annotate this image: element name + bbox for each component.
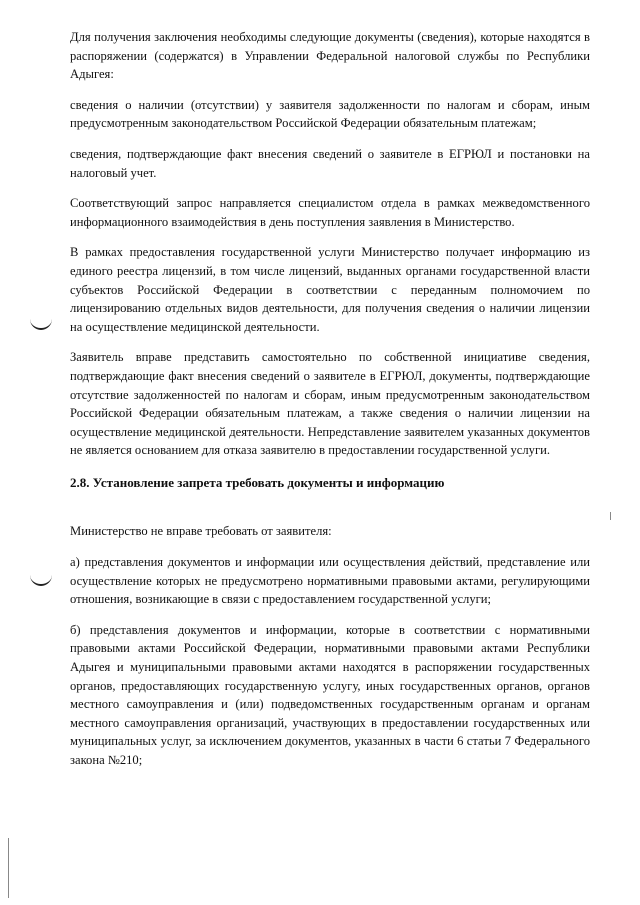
scan-mark-lower (30, 574, 52, 586)
paragraph-required-documents: Для получения заключения необходимы следующие документы (сведения), которые находятся в распоряжении (содержатся) в Управлении Федеральной налоговой службы по Республики Адыгея: (70, 30, 590, 82)
paragraph-applicant-right: Заявитель вправе представить самостоятельно по собственной инициативе сведения, подтверждающие факт внесения сведений о заявителе в ЕГРЮЛ, документы, подтверждающие отсутствие задолженностей по налогам и сборам, иным предусмотренным законодательством Российской Федерации обязательным платежам, а также сведения о наличии лицензии на осуществление медицинской деятельности. Непредставление заявителем указанных документов не является основанием для отказа заявителю в предоставлении государственной услуги. (70, 350, 590, 458)
scan-mark-upper (30, 318, 52, 330)
paragraph-item-a: а) представления документов и информации или осуществления действий, представление или осуществление которых не предусмотрено нормативными правовыми актами, регулирующими отношения, возникающие в связи с предоставлением государственной услуги; (70, 555, 590, 607)
document-page (70, 28, 590, 782)
paragraph-item-b: б) представления документов и информации, которые в соответствии с нормативными правовыми актами Российской Федерации, нормативными правовыми актами Республики Адыгея и муниципальными правовыми актами находятся в распоряжении государственных органов, предоставляющих государственную услугу, иных государственных органов, органов местного самоуправления и (или) подведомственных государственным органам и органам местного самоуправления организаций, участвующих в предоставлении государственных или муниципальных услуг, за исключением документов, указанных в части 6 статьи 7 Федерального закона №210; (70, 622, 590, 767)
section-heading: 2.8. Установление запрета требовать документы и информацию (70, 474, 445, 490)
scan-edge-line (8, 838, 9, 898)
paragraph-license-registry: В рамках предоставления государственной услуги Министерство получает информацию из единого реестра лицензий, в том числе лицензий, выданных органами государственной власти субъектов Российской Федерации в соответствии с переданным полномочием по лицензированию отдельных видов деятельности, для получения сведения о наличии лицензии на осуществление медицинской деятельности. (70, 245, 590, 334)
scan-edge-tick (610, 512, 611, 520)
paragraph-tax-debt-info: сведения о наличии (отсутствии) у заявителя задолженности по налогам и сборам, иным предусмотренным законодательством Российской Федерации обязательным платежам; (70, 97, 590, 131)
paragraph-interagency-request: Соответствующий запрос направляется специалистом отдела в рамках межведомственного информационного взаимодействия в день поступления заявления в Министерство. (70, 196, 590, 229)
paragraph-egrul-info: сведения, подтверждающие факт внесения сведений о заявителе в ЕГРЮЛ и постановки на налоговый учет. (70, 146, 590, 180)
paragraph-ministry-restrictions: Министерство не вправе требовать от заявителя: (70, 524, 332, 539)
